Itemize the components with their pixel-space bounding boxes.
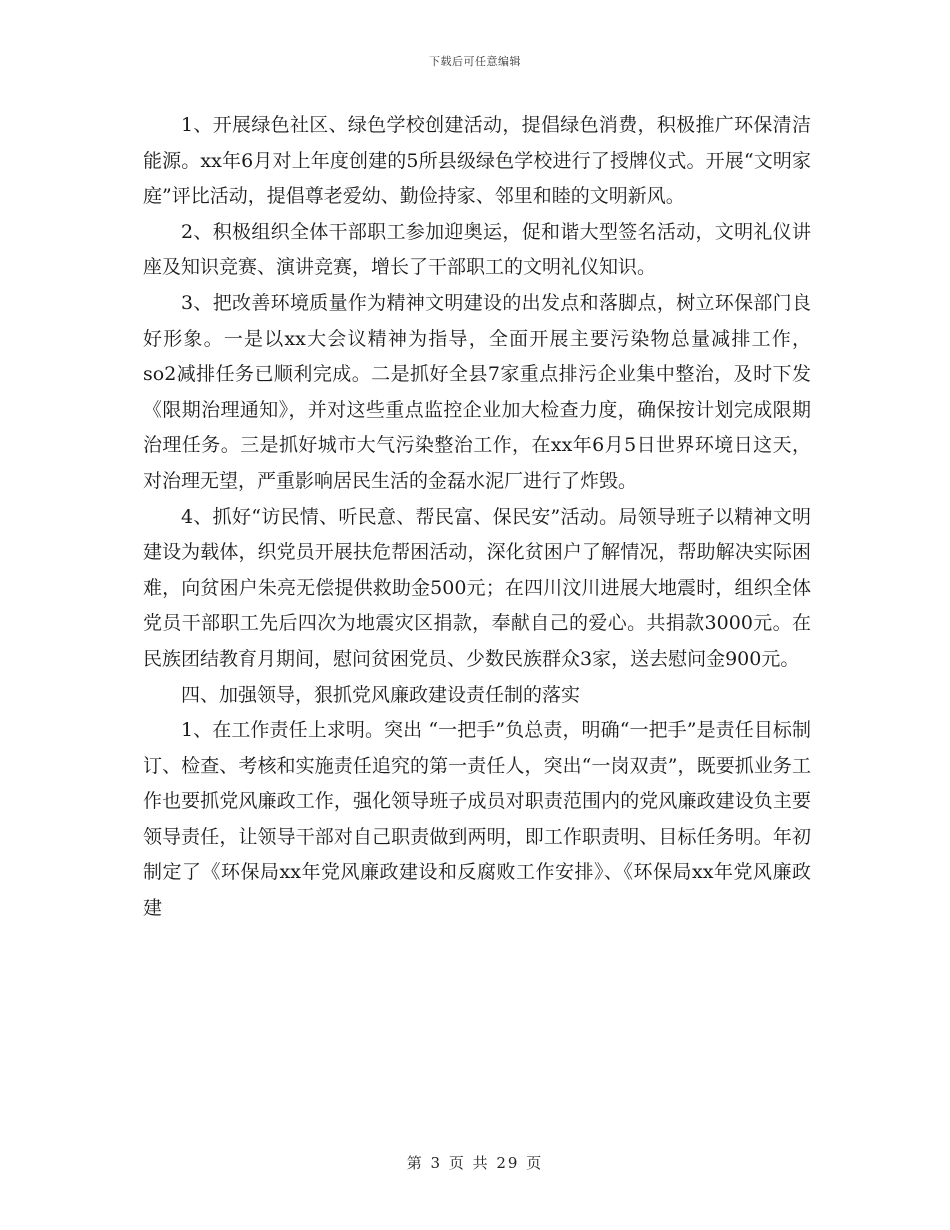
- paragraph-1: 1、开展绿色社区、绿色学校创建活动，提倡绿色消费，积极推广环保清洁能源。xx年6月对上年度创建的5所县级绿色学校进行了授牌仪式。开展“文明家庭”评比活动，提倡尊老爱幼、勤俭持家、邻里和睦的文明新风。: [143, 114, 811, 208]
- section-heading: 四、加强领导，狠抓党风廉政建设责任制的落实: [181, 683, 581, 706]
- paragraph-5: 1、在工作责任上求明。突出 “一把手”负总责，明确“一把手”是责任目标制订、检查、考核和实施责任追究的第一责任人，突出“一岗双责”，既要抓业务工作也要抓党风廉政工作，强化领导班子成员对职责范围内的党风廉政建设负主要领导责任，让领导干部对自己职责做到两明，即工作职责明、目标任务明。年初制定了《环保局xx年党风廉政建设和反腐败工作安排》、《环保局xx年党风廉政建: [143, 719, 811, 920]
- paragraph-3: 3、把改善环境质量作为精神文明建设的出发点和落脚点，树立环保部门良好形象。一是以xx大会议精神为指导，全面开展主要污染物总量减排工作， so2减排任务已顺利完成。二是抓好全县7家重点排污企业集中整治，及时下发《限期治理通知》，并对这些重点监控企业加大检查力度，确保按计划完成限期治理任务。三是抓好城市大气污染整治工作，在xx年6月5日世界环境日这天，对治理无望，严重影响居民生活的金磊水泥厂进行了炸毁。: [143, 291, 811, 492]
- paragraph-2: 2、积极组织全体干部职工参加迎奥运，促和谐大型签名活动，文明礼仪讲座及知识竞赛、演讲竞赛，增长了干部职工的文明礼仪知识。: [143, 220, 811, 279]
- page-header: 下载后可任意编辑: [429, 55, 521, 68]
- paragraph-4: 4、抓好“访民情、听民意、帮民富、保民安”活动。局领导班子以精神文明建设为载体，织党员开展扶危帮困活动，深化贫困户了解情况，帮助解决实际困难，向贫困户朱亮无偿提供救助金500元；在四川汶川进展大地震时，组织全体党员干部职工先后四次为地震灾区捐款，奉献自己的爱心。共捐款3000元。在民族团结教育月期间，慰问贫困党员、少数民族群众3家，送去慰问金900元。: [143, 505, 811, 670]
- document-body: [143, 108, 811, 927]
- page-number: 第 3 页 共 29 页: [406, 1154, 544, 1172]
